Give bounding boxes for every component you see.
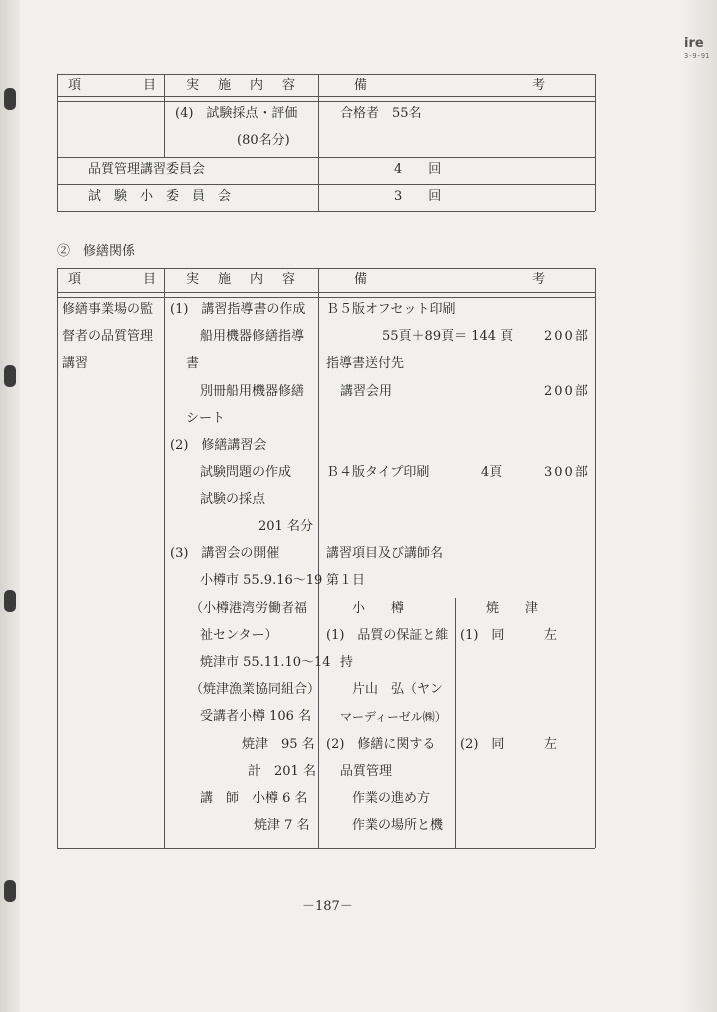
col-rule (164, 74, 165, 157)
binding-hole (4, 365, 16, 387)
remark-line: 4 回 (394, 162, 442, 177)
content-line: 計 201 名 (248, 764, 316, 779)
remark-subheader: 焼 津 (486, 601, 539, 616)
content-line: 焼津 7 名 (254, 818, 310, 833)
remark-line: 作業の場所と機 (352, 818, 444, 833)
content-line: 別冊船用機器修繕 (200, 384, 305, 399)
remark-line: 講習会用 (340, 384, 393, 399)
content-line: 201 名分 (258, 519, 313, 534)
col-rule (57, 268, 58, 848)
header-remark-2: 考 (532, 78, 546, 93)
content-line: 書 (186, 356, 200, 371)
content-line: （小樽港湾労働者福 (190, 601, 308, 616)
header-remark-2: 考 (532, 272, 546, 287)
item-label: 品質管理講習委員会 (88, 162, 206, 177)
remark-line: Ｂ４版タイプ印刷 (326, 465, 430, 480)
remark-line: Ｂ５版オフセット印刷 (326, 302, 456, 317)
paper-right-edge (683, 0, 717, 1012)
remark-line: マーディーゼル㈱） (340, 710, 447, 724)
content-line: 受講者小樽 106 名 (200, 709, 312, 724)
table-border-top (57, 268, 595, 269)
table-border-bottom (57, 848, 595, 849)
corner-mark: ire (684, 36, 704, 51)
item-line: 督者の品質管理 (62, 329, 154, 344)
col-rule (57, 74, 58, 211)
header-item: 項 目 (68, 272, 156, 287)
remark-line: 200部 (544, 329, 590, 344)
row-rule (57, 157, 595, 158)
header-remark: 備 (354, 78, 368, 93)
content-line: シート (186, 411, 226, 426)
binding-hole (4, 88, 16, 110)
remark-line: 持 (340, 655, 354, 670)
remark-line: (2) 同 (460, 737, 505, 752)
remark-line: 片山 弘（ヤン (352, 682, 443, 697)
table-border-top (57, 74, 595, 75)
remark-line: 4頁 (481, 465, 503, 480)
content-line: 小樽市 55.9.16～19 (200, 573, 323, 588)
header-remark: 備 (354, 272, 368, 287)
remark-line: 左 (544, 628, 558, 643)
content-line: 試験問題の作成 (200, 465, 292, 480)
row-rule (57, 184, 595, 185)
item-line: 修繕事業場の監 (62, 302, 154, 317)
remark-line: 55頁＋89頁＝ 144 頁 (382, 329, 514, 344)
col-rule (318, 268, 319, 848)
content-line: (2) 修繕講習会 (170, 438, 267, 453)
remark-line: (1) 同 (460, 628, 505, 643)
col-rule-subdivision (455, 598, 456, 848)
page-number: －187－ (302, 899, 353, 914)
content-line: 焼津市 55.11.10～14 (200, 655, 331, 670)
remark-line: 作業の進め方 (352, 791, 431, 806)
content-line: 講 師 小樽 6 名 (200, 791, 308, 806)
header-item: 項 目 (68, 78, 156, 93)
item-label: 試 験 小 委 員 会 (88, 189, 232, 204)
paper-binding-edge (0, 0, 20, 1012)
remark-subheader: 小 樽 (352, 601, 405, 616)
content-line: 試験の採点 (200, 492, 266, 507)
col-rule (595, 268, 596, 848)
remark-line: (2) 修繕に関する (326, 737, 436, 752)
binding-hole (4, 590, 16, 612)
remark-line: 合格者 55名 (340, 106, 422, 121)
col-rule (595, 74, 596, 211)
content-line: 焼津 95 名 (242, 737, 315, 752)
header-content: 実 施 内 容 (186, 272, 299, 287)
header-double-rule (57, 96, 595, 102)
content-line: (80名分) (237, 133, 290, 148)
remark-line: 300部 (544, 465, 590, 480)
item-line: 講習 (62, 356, 89, 371)
remark-line: (1) 品質の保証と維 (326, 628, 449, 643)
remark-line: 品質管理 (340, 764, 393, 779)
remark-line: 指導書送付先 (326, 356, 405, 371)
binding-hole (4, 880, 16, 902)
content-line: （焼津漁業協同組合） (190, 682, 321, 697)
table-border-bottom (57, 211, 595, 212)
corner-mark-sub: 3-9-91 (684, 52, 710, 60)
col-rule (164, 268, 165, 848)
content-line: (1) 講習指導書の作成 (170, 302, 306, 317)
content-line: (3) 講習会の開催 (170, 546, 280, 561)
header-double-rule (57, 292, 595, 298)
content-line: 祉センター） (200, 628, 278, 643)
remark-line: 200部 (544, 384, 590, 399)
remark-line: 講習項目及び講師名 (326, 546, 444, 561)
section-heading: ② 修繕関係 (57, 244, 136, 259)
remark-line: 3 回 (394, 189, 442, 204)
header-content: 実 施 内 容 (186, 78, 299, 93)
col-rule (318, 74, 319, 211)
remark-line: 左 (544, 737, 558, 752)
content-line: 船用機器修繕指導 (200, 329, 305, 344)
content-line: (4) 試験採点・評価 (175, 106, 298, 121)
remark-line: 第１日 (326, 573, 366, 588)
